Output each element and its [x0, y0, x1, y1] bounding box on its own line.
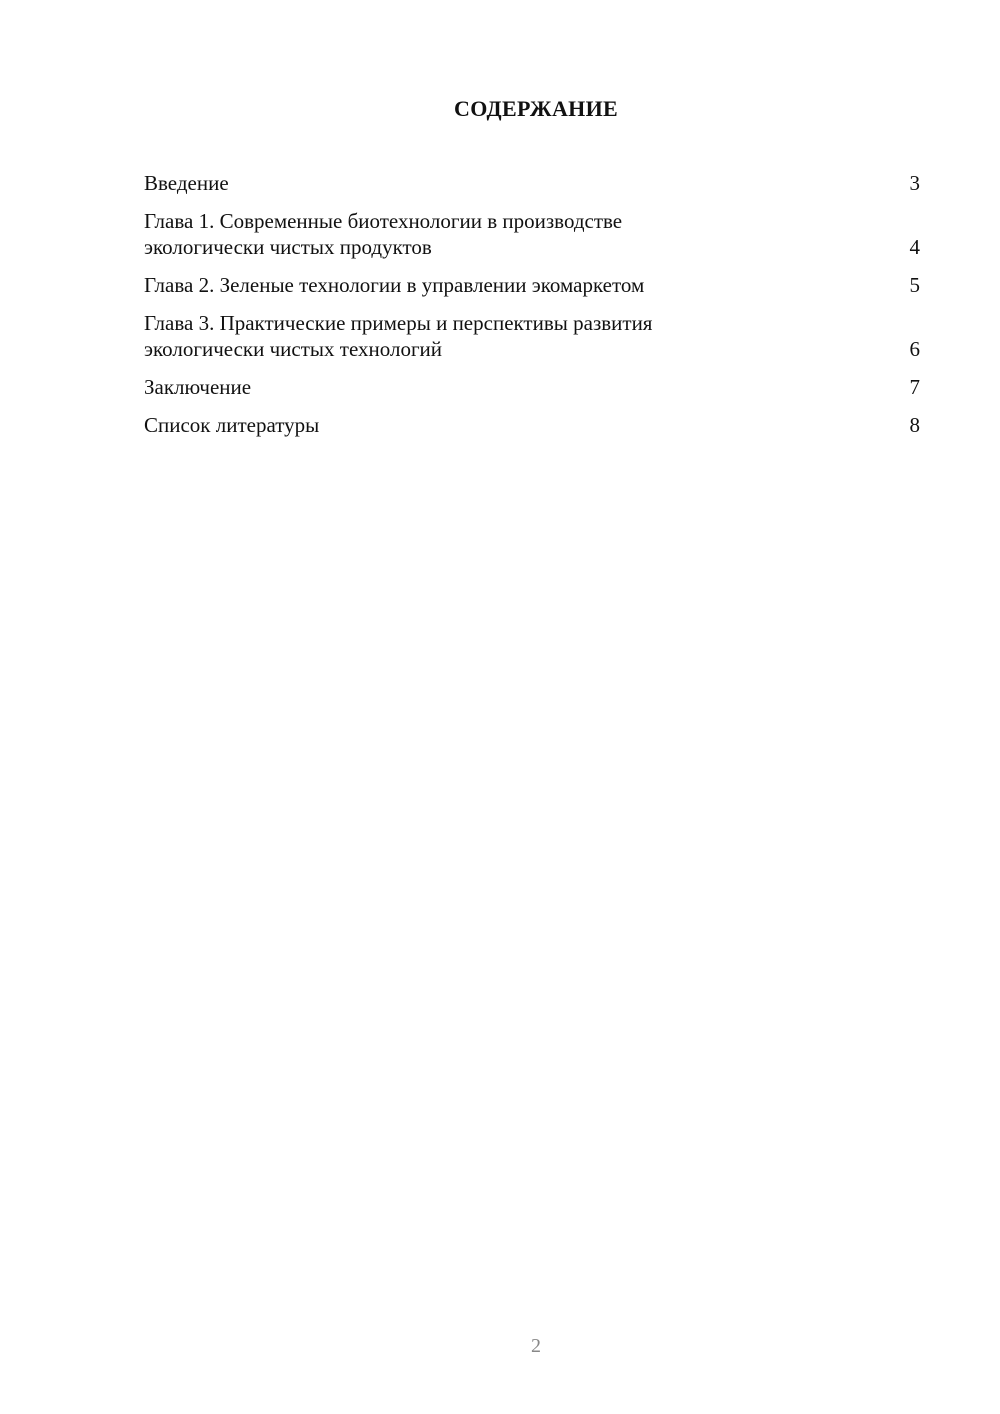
- toc-entry-page: 5: [909, 273, 920, 297]
- toc-entry-page: 7: [909, 375, 920, 399]
- toc-entry-text: Заключение: [144, 375, 252, 399]
- toc-entry-text: Глава 1. Современные биотехнологии в производстве экологически чистых продуктов: [144, 209, 623, 259]
- toc-entry-page: 6: [909, 337, 920, 361]
- toc-entry-page: 3: [909, 171, 920, 195]
- toc-title: СОДЕРЖАНИЕ: [454, 96, 618, 121]
- toc-entry-chapter-3[interactable]: [144, 310, 920, 362]
- toc-entry-page: 4: [909, 235, 920, 259]
- table-of-contents: [144, 170, 920, 450]
- toc-entry-introduction[interactable]: [144, 170, 920, 196]
- toc-entry-text: Глава 3. Практические примеры и перспективы развития экологически чистых технологий: [144, 311, 653, 361]
- toc-entry-chapter-1[interactable]: [144, 208, 920, 260]
- toc-entry-chapter-2[interactable]: [144, 272, 920, 298]
- toc-entry-text: Введение: [144, 171, 229, 195]
- toc-entry-conclusion[interactable]: [144, 374, 920, 400]
- toc-entry-text: Список литературы: [144, 413, 320, 437]
- toc-entry-text: Глава 2. Зеленые технологии в управлении экомаркетом: [144, 273, 645, 297]
- page-number: 2: [531, 1335, 541, 1357]
- toc-entry-bibliography[interactable]: [144, 412, 920, 438]
- toc-entry-page: 8: [909, 413, 920, 437]
